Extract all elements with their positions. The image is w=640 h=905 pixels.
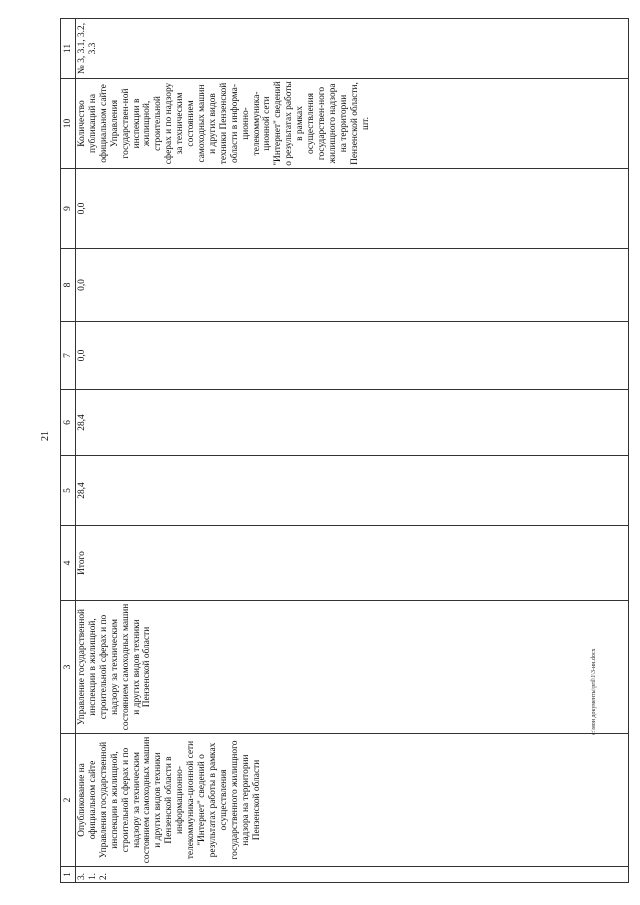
header-row [61, 19, 76, 883]
header-cell: 4 [61, 526, 76, 601]
header-cell: 11 [61, 19, 76, 79]
header-cell: 2 [61, 734, 76, 867]
header-cell: 6 [61, 390, 76, 456]
header-cell: 5 [61, 456, 76, 526]
value-cell-9: 0,0 [76, 169, 629, 249]
header-cell: 9 [61, 169, 76, 249]
executor-cell: Управление государственной инспекции в жилищной, строительной сферах и по надзору за техническим состоянием самоходных машин и других видов техники Пензенской области [76, 601, 629, 734]
indicator-cell: Количество публикаций на официальном сайте Управления государствен-ной инспекции в жилищной, строительной сферах и по надзору за техническим состоянием самоходных машин и других видов техники Пензенской области в информа-ционно-телекоммуника-ционной сети "Интернет" сведений о результатах работы в рамках осуществления государствен-ного жилищного надзора на территории Пензенской области, шт. [76, 79, 629, 169]
reference-cell: № 3, 3.1, 3.2, 3.3 [76, 19, 629, 79]
value-cell-5: 28,4 [76, 456, 629, 526]
header-cell: 8 [61, 249, 76, 322]
value-cell-8: 0,0 [76, 249, 629, 322]
program-table [60, 18, 629, 883]
row-number-cell: 3.1.2. [76, 867, 629, 883]
value-cell-6: 28,4 [76, 390, 629, 456]
funding-source-cell: Итого [76, 526, 629, 601]
table-row [76, 19, 629, 883]
activity-name-cell: Опубликование на официальном сайте Управления государственной инспекции в жилищной, строительной сферах и по надзору за техническим состоянием самоходных машин и других видов техники Пензенской области в информационно-телекоммуника-ционной сети "Интернет" сведений о результатах работы в рамках осуществления государственного жилищного надзора на территории Пензенской области [76, 734, 629, 867]
header-cell: 1 [61, 867, 76, 883]
header-cell: 7 [61, 322, 76, 390]
value-cell-7: 0,0 [76, 322, 629, 390]
header-cell: 3 [61, 601, 76, 734]
page-number: 21 [40, 431, 51, 441]
footer-file-path: c:\мои документы\pril\1\3-ин.docx [591, 648, 597, 735]
header-cell: 10 [61, 79, 76, 169]
rotated-table-container [60, 19, 630, 883]
